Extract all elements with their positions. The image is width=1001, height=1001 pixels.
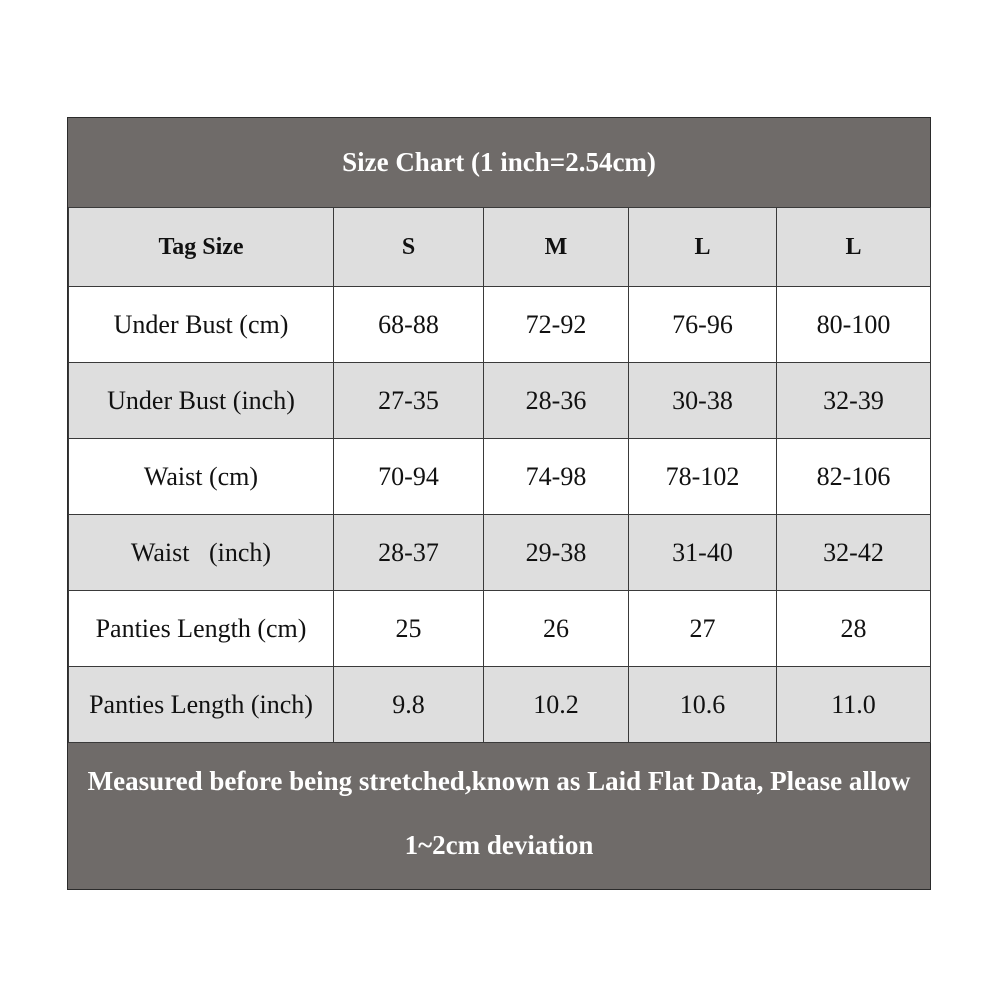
cell: 76-96 (629, 287, 777, 363)
header-size-m: M (484, 208, 629, 287)
cell: 28-36 (484, 363, 629, 439)
row-label: Panties Length (inch) (69, 667, 334, 743)
table-row (69, 287, 931, 363)
header-tag-size: Tag Size (69, 208, 334, 287)
cell: 27-35 (334, 363, 484, 439)
header-size-l: L (629, 208, 777, 287)
size-chart-title: Size Chart (1 inch=2.54cm) (342, 147, 656, 177)
cell: 11.0 (777, 667, 931, 743)
row-label: Waist (inch) (69, 515, 334, 591)
note-line-1: Measured before being stretched,known as Laid Flat Data, Please allow (87, 766, 911, 796)
cell: 26 (484, 591, 629, 667)
header-size-s: S (334, 208, 484, 287)
table-row (69, 667, 931, 743)
cell: 31-40 (629, 515, 777, 591)
cell: 68-88 (334, 287, 484, 363)
table-row (69, 515, 931, 591)
cell: 25 (334, 591, 484, 667)
cell: 27 (629, 591, 777, 667)
measurement-note (68, 742, 930, 889)
cell: 10.2 (484, 667, 629, 743)
row-label: Panties Length (cm) (69, 591, 334, 667)
cell: 32-39 (777, 363, 931, 439)
row-label: Under Bust (inch) (69, 363, 334, 439)
header-row (69, 208, 931, 287)
header-size-l-2: L (777, 208, 931, 287)
cell: 82-106 (777, 439, 931, 515)
cell: 70-94 (334, 439, 484, 515)
cell: 9.8 (334, 667, 484, 743)
note-line-2: 1~2cm deviation (404, 830, 594, 860)
cell: 28-37 (334, 515, 484, 591)
cell: 74-98 (484, 439, 629, 515)
table-row (69, 591, 931, 667)
cell: 10.6 (629, 667, 777, 743)
cell: 78-102 (629, 439, 777, 515)
table-row (69, 363, 931, 439)
cell: 72-92 (484, 287, 629, 363)
row-label: Under Bust (cm) (69, 287, 334, 363)
cell: 28 (777, 591, 931, 667)
cell: 80-100 (777, 287, 931, 363)
cell: 30-38 (629, 363, 777, 439)
size-table (68, 207, 931, 743)
table-row (69, 439, 931, 515)
cell: 29-38 (484, 515, 629, 591)
cell: 32-42 (777, 515, 931, 591)
row-label: Waist (cm) (69, 439, 334, 515)
size-chart (67, 117, 931, 890)
